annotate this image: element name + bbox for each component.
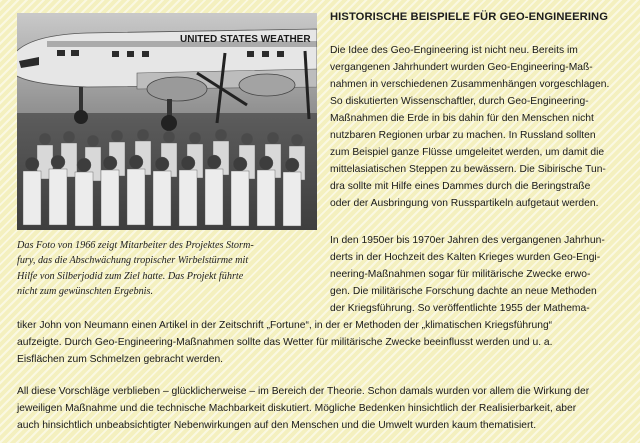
text-line: nahmen in verschiedenen Zusammenhängen vorgeschlagen. [330, 79, 610, 90]
text-line: gen. Die militärische Forschung dachte an neue Methoden [330, 286, 597, 297]
photo-caption [17, 238, 317, 300]
text-line: Die Idee des Geo-Engineering ist nicht neu. Bereits im [330, 45, 578, 56]
text-line: zum Beispiel ganze Flüsse umgeleitet werden, um damit die [330, 147, 605, 158]
historical-photo [17, 13, 317, 230]
text-line: neering-Maßnahmen sogar für militärische Zwecke erwo- [330, 269, 591, 280]
text-line: mittelasiatischen Steppen zu bewässern. Die Sibirische Tun- [330, 164, 606, 175]
section-heading: HISTORISCHE BEISPIELE FÜR GEO-ENGINEERING [330, 11, 609, 23]
caption-line: fury, das die Abschwächung tropischer Wirbelstürme mit [17, 255, 249, 267]
text-line: Eisflächen zum Schmelzen gebracht werden. [17, 354, 224, 365]
aircraft-lettering: UNITED STATES WEATHER [180, 34, 311, 45]
caption-line: Hilfe von Silberjodid zum Ziel hatte. Das Projekt führte [17, 270, 244, 282]
text-line: vergangenen Jahrhundert wurden Geo-Engineering-Maß- [330, 62, 593, 73]
text-line: der Kriegsführung. So veröffentlichte 1955 der Mathema- [330, 303, 590, 314]
text-line: In den 1950er bis 1970er Jahren des vergangenen Jahrhun- [330, 235, 605, 246]
photo-illustration [17, 13, 317, 230]
text-line: Maßnahmen die Erde in bis dahin für den Menschen nicht [330, 113, 594, 124]
text-line: derts in der Hochzeit des Kalten Krieges wurden Geo-Engi- [330, 252, 601, 263]
text-line: auch hinsichtlich unbeabsichtigter Nebenwirkungen auf den Menschen und die Umwelt wurden kaum thematisiert. [17, 420, 537, 431]
text-line: jeweiligen Maßnahme und die technische Machbarkeit diskutiert. Mögliche Bedenken hinsichtlich der Realisierbarkeit, aber [17, 403, 577, 414]
text-line: dra sollte mit Hilfe eines Dammes durch die Beringstraße [330, 181, 591, 192]
caption-line: nicht zum gewünschten Ergebnis. [17, 286, 154, 298]
text-line: So diskutierten Wissenschaftler, durch Geo-Engineering- [330, 96, 589, 107]
text-line: nutzbaren Regionen urbar zu machen. In Russland sollten [330, 130, 596, 141]
caption-line: Das Foto von 1966 zeigt Mitarbeiter des Projektes Storm- [17, 240, 254, 251]
text-line: oder der Ausbringung von Russpartikeln aufgetaut werden. [330, 198, 599, 209]
text-line: tiker John von Neumann einen Artikel in der Zeitschrift „Fortune“, in der er Methoden der „klimatischen Kriegsführung“ [17, 320, 553, 331]
text-line: All diese Vorschläge verblieben – glücklicherweise – im Bereich der Theorie. Schon damals wurden vor allem die Wirkung der [17, 386, 590, 397]
text-line: aufzeigte. Durch Geo-Engineering-Maßnahmen sollte das Wetter für militärische Zwecke beeinflusst werden und u. a. [17, 337, 553, 348]
